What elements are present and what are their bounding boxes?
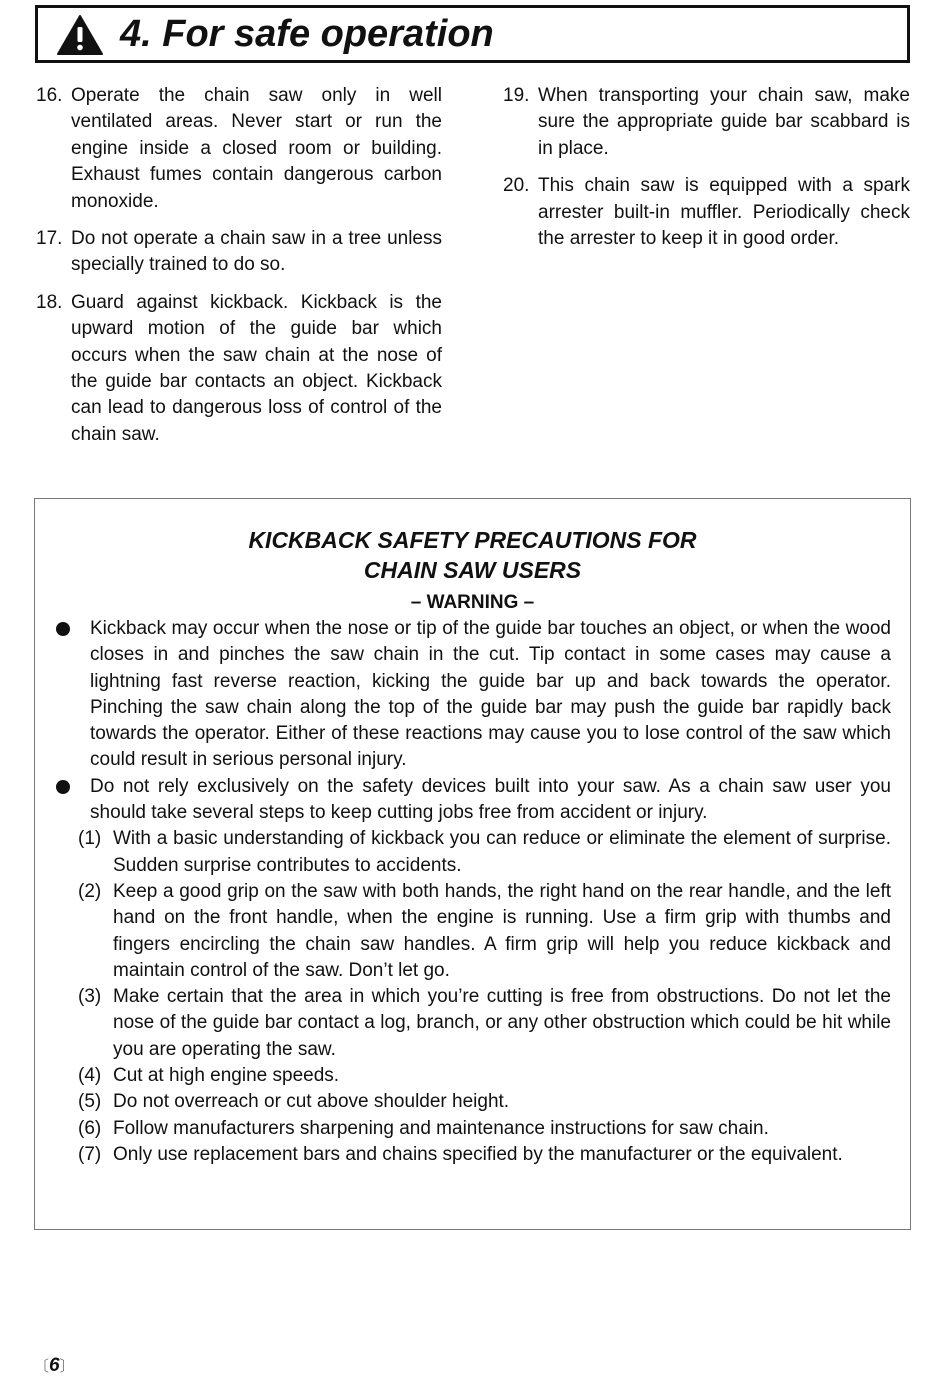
step-text: Keep a good grip on the saw with both hands, the right hand on the rear handle, and the left hand on the front handle, when the engine is running. Use a firm grip with thumbs and fingers encircling the chain saw handles. A firm grip will help you reduce kickback and maintain control of the saw. Don’t let go. <box>113 880 891 981</box>
step-text: With a basic understanding of kickback you can reduce or eliminate the element of surprise. Sudden surprise contributes to accidents. <box>113 828 891 876</box>
step-item <box>55 1142 891 1168</box>
page-number-bracket-left: 〔 <box>34 1358 50 1375</box>
warning-label: – WARNING – <box>410 592 535 613</box>
step-item <box>55 826 891 879</box>
item-number: 19. <box>503 85 530 106</box>
bullet-text: Kickback may occur when the nose or tip of the guide bar touches an object, or when the wood closes in and pinches the saw chain in the cut. Tip contact in some cases may cause a lightning fast reverse reaction, kicking the guide bar up and back towards the operator. Pinching the saw chain along the top of the guide bar may push the guide bar rapidly back towards the operator. Either of these reactions may cause you to lose control of the saw which could result in serious personal injury. <box>90 618 891 771</box>
step-number: (6) <box>78 1117 102 1139</box>
section-title: 4. For safe operation <box>120 13 494 55</box>
box-body <box>55 616 891 1168</box>
step-number: (3) <box>78 986 102 1008</box>
item-number: 20. <box>503 175 530 197</box>
step-text: Make certain that the area in which you’re cutting is free from obstructions. Do not let the nose of the guide bar contact a log, branch, or any other obstruction which could be hit while you are operating the saw. <box>113 986 891 1060</box>
box-title-line-1: KICKBACK SAFETY PRECAUTIONS FOR <box>248 527 697 553</box>
step-item <box>55 984 891 1063</box>
page-number <box>34 1354 75 1379</box>
item-number: 16. <box>36 85 63 106</box>
step-text: Cut at high engine speeds. <box>113 1065 340 1087</box>
step-number: (5) <box>78 1091 102 1113</box>
section-header <box>35 5 910 63</box>
step-text: Only use replacement bars and chains specified by the manufacturer or the equivalent. <box>113 1143 843 1165</box>
step-item <box>55 1063 891 1089</box>
item-text: Guard against kickback. Kickback is the upward motion of the guide bar which occurs when the saw chain at the nose of the guide bar contacts an object. Kickback can lead to dangerous loss of control of the chain saw. <box>71 291 442 445</box>
bullet-text: Do not rely exclusively on the safety devices built into your saw. As a chain saw user you should take several steps to keep cutting jobs free from accident or injury. <box>90 775 891 824</box>
step-item <box>55 879 891 984</box>
warning-triangle-icon <box>56 14 104 56</box>
step-number: (2) <box>78 880 102 902</box>
box-title <box>35 525 910 585</box>
box-title-line-2: CHAIN SAW USERS <box>363 557 582 583</box>
bullet-item <box>55 774 891 827</box>
page-number-value: 6 <box>49 1355 60 1376</box>
page-number-bracket-right: 〕 <box>59 1358 75 1375</box>
bullet-item <box>55 616 891 774</box>
step-item <box>55 1089 891 1115</box>
item-text: Operate the chain saw only in well ventilated areas. Never start or run the engine inside a closed room or building. Exhaust fumes contain dangerous carbon monoxide. <box>71 85 442 212</box>
step-number: (1) <box>78 828 102 850</box>
list-item <box>36 83 442 215</box>
list-item <box>36 290 442 448</box>
list-item <box>36 226 442 279</box>
left-column <box>36 83 442 459</box>
step-number: (4) <box>78 1065 102 1087</box>
bullet-dot-icon <box>56 622 70 636</box>
list-item <box>503 173 910 252</box>
right-column <box>503 83 910 263</box>
step-item <box>55 1116 891 1142</box>
item-text: When transporting your chain saw, make sure the appropriate guide bar scabbard is in place. <box>538 85 910 159</box>
step-number: (7) <box>78 1143 102 1165</box>
item-text: This chain saw is equipped with a spark arrester built-in muffler. Periodically check the arrester to keep it in good order. <box>538 175 910 250</box>
item-text: Do not operate a chain saw in a tree unless specially trained to do so. <box>71 228 442 276</box>
list-item <box>503 83 910 162</box>
item-number: 18. <box>36 291 63 313</box>
bullet-dot-icon <box>56 780 70 794</box>
step-text: Follow manufacturers sharpening and maintenance instructions for saw chain. <box>113 1117 769 1139</box>
item-number: 17. <box>36 228 63 250</box>
step-text: Do not overreach or cut above shoulder height. <box>113 1091 510 1113</box>
kickback-precautions-box <box>34 498 911 1230</box>
